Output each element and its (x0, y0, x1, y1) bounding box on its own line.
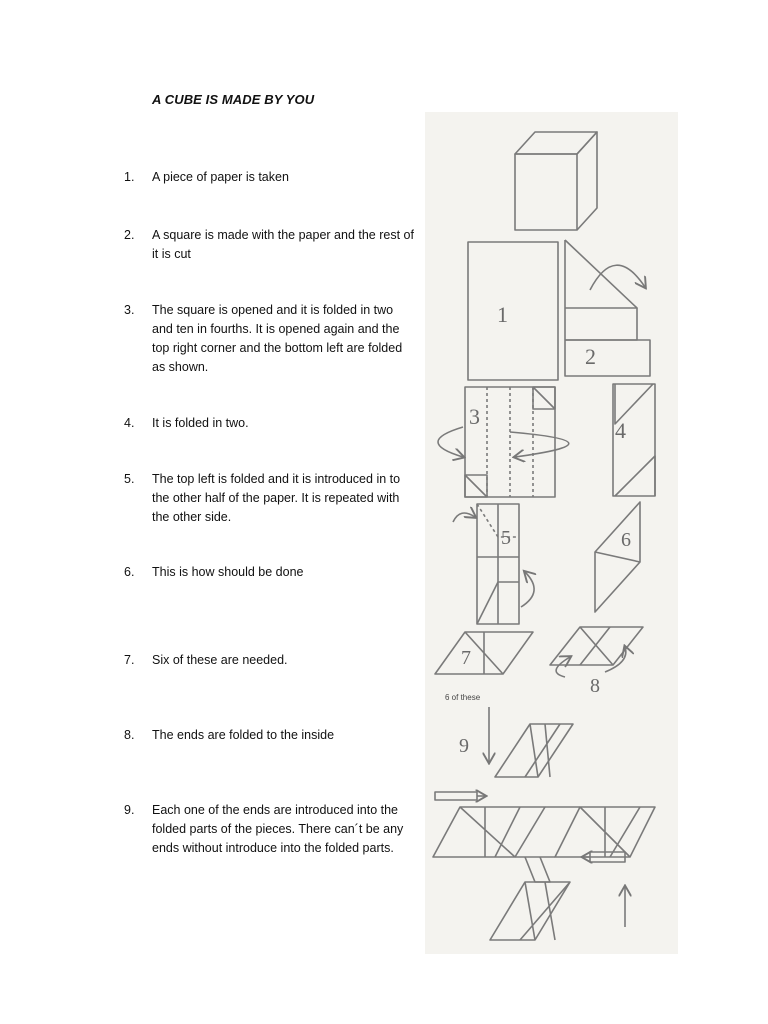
origami-diagram (425, 112, 678, 954)
step-number: 6. (124, 565, 135, 579)
diagram-label-3: 3 (469, 404, 480, 429)
diagram-label-2: 2 (585, 344, 596, 369)
ends-folded-unit (550, 627, 643, 677)
step-number: 1. (124, 170, 135, 184)
diagram-label-6: 6 (621, 529, 631, 551)
fourths-fold (438, 387, 569, 497)
cube-illustration (515, 132, 597, 230)
step-text: A piece of paper is taken (152, 170, 289, 184)
diagram-label-8: 8 (590, 675, 600, 697)
diagram-label-4: 4 (615, 418, 626, 443)
step-number: 2. (124, 228, 135, 242)
diagram-label-5: 5 (501, 527, 511, 549)
diagram-label-1: 1 (497, 302, 508, 327)
step-text: The top left is folded and it is introduced in to the other half of the paper. It is repeated with the other side. (152, 472, 401, 524)
step-text: Six of these are needed. (152, 653, 288, 667)
six-of-these-note: 6 of these (445, 693, 481, 702)
scanned-diagram (425, 112, 678, 954)
step-text: This is how should be done (152, 565, 304, 579)
step-text: A square is made with the paper and the rest of it is cut (152, 228, 414, 261)
square-sheet (468, 242, 558, 380)
diagram-label-9: 9 (459, 735, 469, 757)
diagram-label-7: 7 (461, 647, 471, 669)
step-number: 4. (124, 416, 135, 430)
step-number: 9. (124, 803, 135, 817)
step-text: Each one of the ends are introduced into the folded parts of the pieces. There can´t be any ends without introduce into the folded parts. (152, 803, 404, 855)
parallelogram-unit (595, 502, 640, 612)
step-number: 3. (124, 303, 135, 317)
step-text: It is folded in two. (152, 416, 249, 430)
strip-fold (453, 504, 534, 624)
step-text: The ends are folded to the inside (152, 728, 335, 742)
step-number: 8. (124, 728, 135, 742)
triangle-fold (565, 240, 650, 376)
step-number: 7. (124, 653, 135, 667)
step-number: 5. (124, 472, 135, 486)
step-text: The square is opened and it is folded in two and ten in fourths. It is opened again and the top right corner and the bottom left are folded as shown. (152, 303, 403, 374)
flat-unit (435, 632, 533, 674)
page-title: A CUBE IS MADE BY YOU (152, 92, 315, 107)
